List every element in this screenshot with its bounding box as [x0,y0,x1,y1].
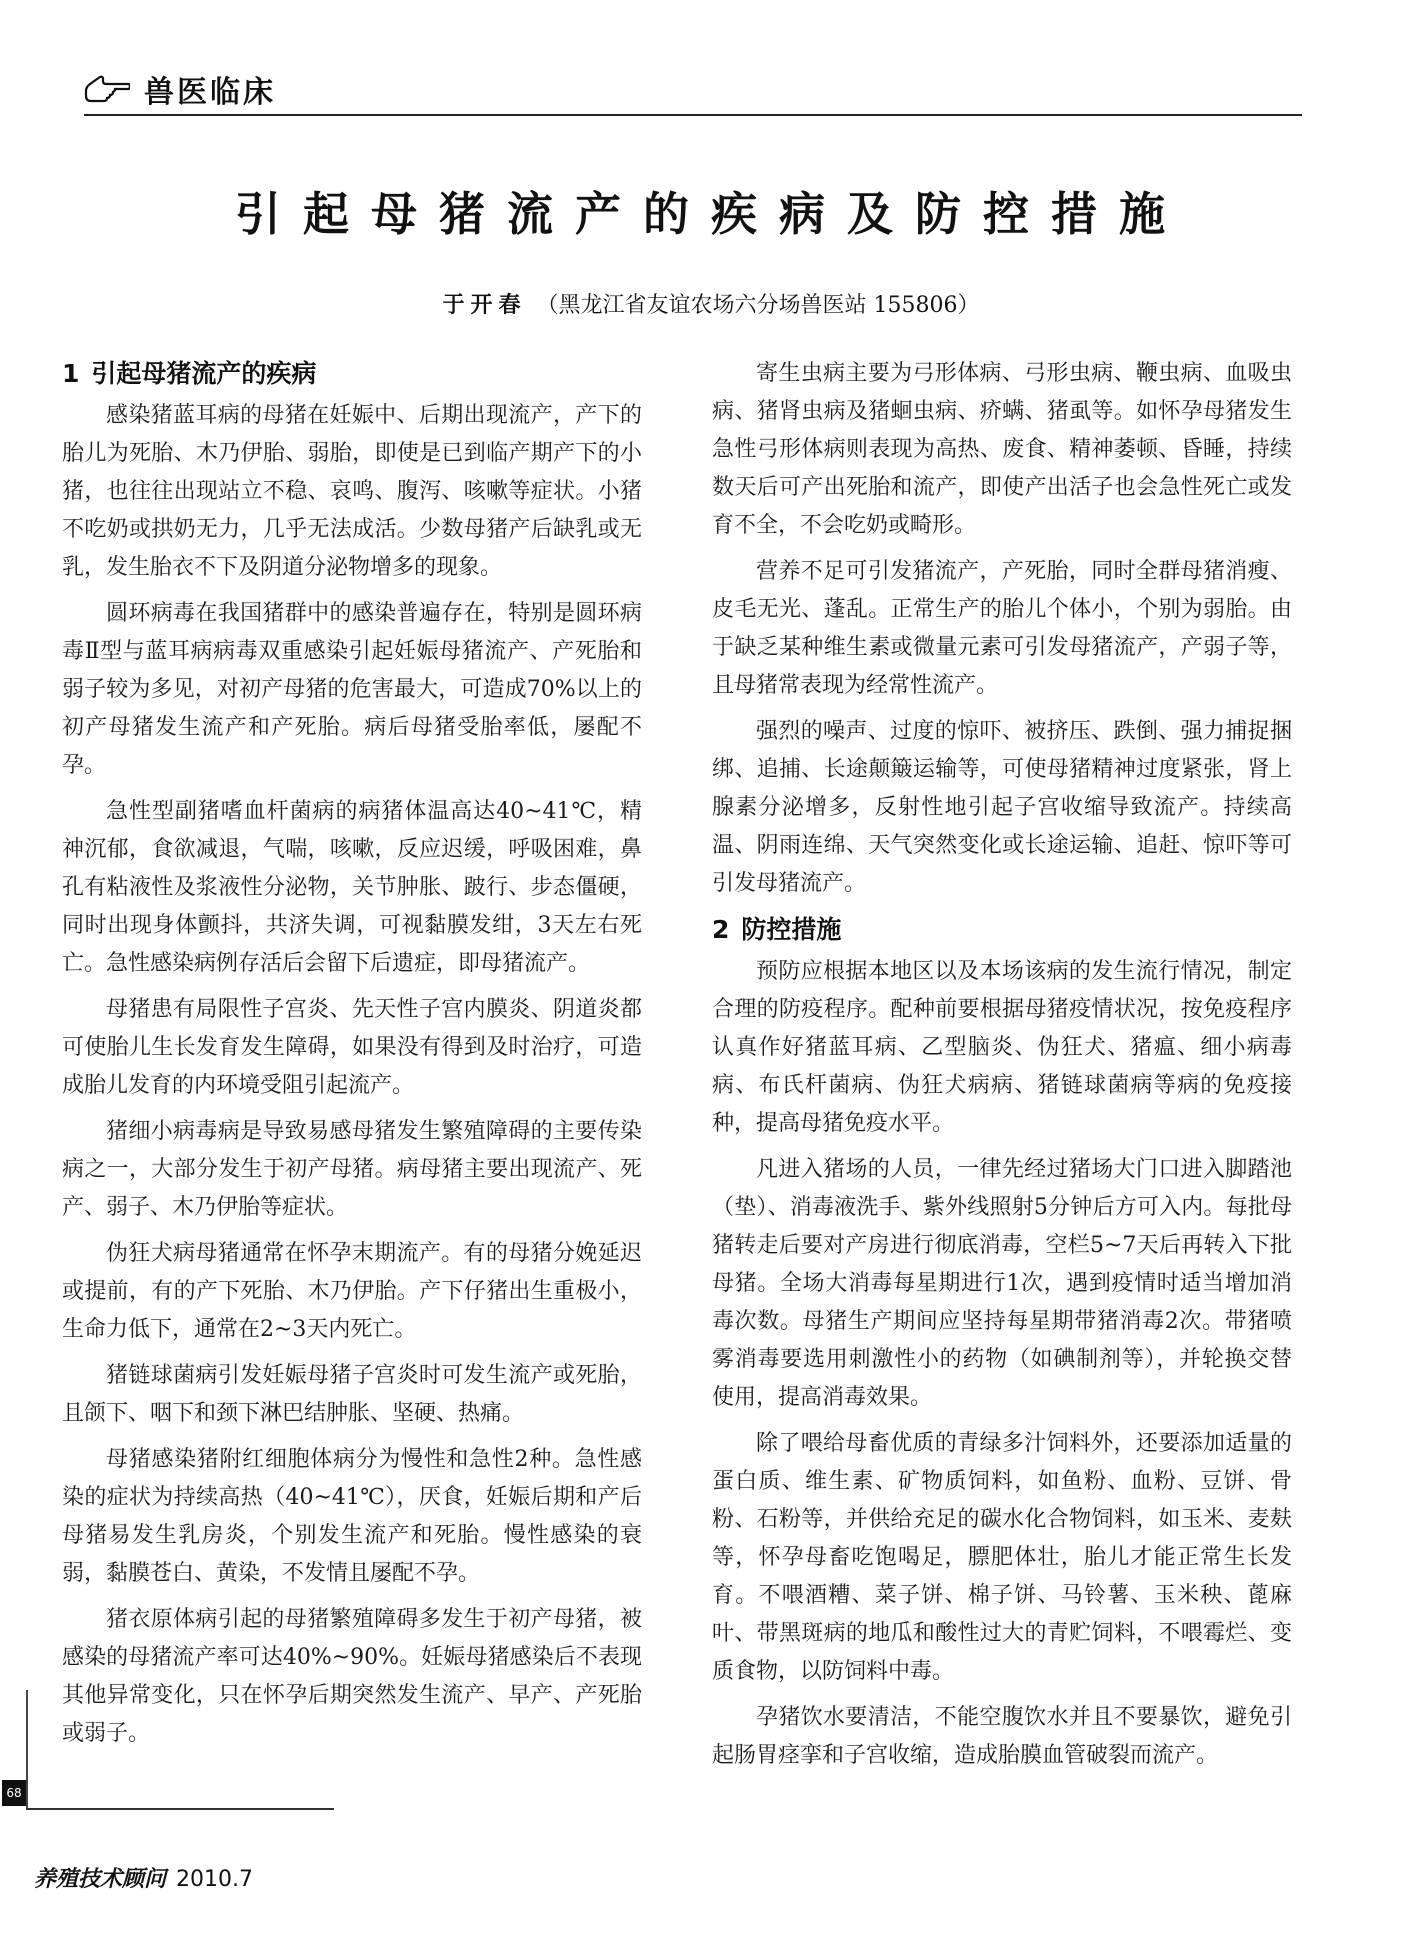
section-label: 兽医临床 [144,75,276,110]
paragraph: 预防应根据本地区以及本场该病的发生流行情况，制定合理的防疫程序。配种前要根据母猪疫情状况，按免疫程序认真作好猪蓝耳病、乙型脑炎、伪狂犬、猪瘟、细小病毒病、布氏杆菌病、伪狂犬病病、猪链球菌病等病的免疫接种，提高母猪免疫水平。 [712,959,1292,1136]
journal-issue: 2010.7 [176,1867,253,1892]
paragraph: 除了喂给母畜优质的青绿多汁饲料外，还要添加适量的蛋白质、维生素、矿物质饲料，如鱼粉、血粉、豆饼、骨粉、石粉等，并供给充足的碳水化合物饲料，如玉米、麦麸等，怀孕母畜吃饱喝足，膘肥体壮，胎儿才能正常生长发育。不喂酒糟、菜子饼、棉子饼、马铃薯、玉米秧、蓖麻叶、带黑斑病的地瓜和酸性过大的青贮饲料，不喂霉烂、变质食物，以防饲料中毒。 [712,1431,1292,1684]
pointing-hand-icon [84,74,130,104]
article-title: 引起母猪流产的疾病及防控措施 [235,187,1187,241]
footer-rule [26,1808,334,1810]
paragraph: 圆环病毒在我国猪群中的感染普遍存在，特别是圆环病毒Ⅱ型与蓝耳病病毒双重感染引起妊娠母猪流产、产死胎和弱子较为多见，对初产母猪的危害最大，可造成70%以上的初产母猪发生流产和产死胎。病后母猪受胎率低，屡配不孕。 [62,601,642,778]
paragraph: 营养不足可引发猪流产，产死胎，同时全群母猪消瘦、皮毛无光、蓬乱。正常生产的胎儿个体小，个别为弱胎。由于缺乏某种维生素或微量元素可引发母猪流产，产弱子等，且母猪常表现为经常性流产。 [712,559,1292,698]
header-rule [84,114,1302,116]
paragraph: 寄生虫病主要为弓形体病、弓形虫病、鞭虫病、血吸虫病、猪肾虫病及猪蛔虫病、疥螨、猪虱等。如怀孕母猪发生急性弓形体病则表现为高热、废食、精神萎顿、昏睡，持续数天后可产出死胎和流产，即使产出活子也会急性死亡或发育不全，不会吃奶或畸形。 [712,361,1292,538]
margin-line [26,1690,28,1810]
section-title: 引起母猪流产的疾病 [91,359,317,388]
section-heading-2 [712,911,1292,949]
page-number: 68 [2,1780,26,1806]
section-number: 1 [62,359,80,388]
paragraph: 母猪患有局限性子宫炎、先天性子宫内膜炎、阴道炎都可使胎儿生长发育发生障碍，如果没有得到及时治疗，可造成胎儿发育的内环境受阻引起流产。 [62,997,642,1098]
section-heading-1 [62,355,642,393]
paragraph: 猪衣原体病引起的母猪繁殖障碍多发生于初产母猪，被感染的母猪流产率可达40%~90%。妊娠母猪感染后不表现其他异常变化，只在怀孕后期突然发生流产、早产、产死胎或弱子。 [62,1607,642,1746]
author-affiliation: （黑龙江省友谊农场六分场兽医站 155806） [536,293,980,318]
page-footer [34,1862,253,1893]
page-header [84,66,1300,112]
paragraph: 凡进入猪场的人员，一律先经过猪场大门口进入脚踏池（垫）、消毒液洗手、紫外线照射5分钟后方可入内。每批母猪转走后要对产房进行彻底消毒，空栏5~7天后再转入下批母猪。全场大消毒每星期进行1次，遇到疫情时适当增加消毒次数。母猪生产期间应坚持每星期带猪消毒2次。带猪喷雾消毒要选用刺激性小的药物（如碘制剂等），并轮换交替使用，提高消毒效果。 [712,1157,1292,1410]
section-title: 防控措施 [741,915,842,944]
paragraph: 猪链球菌病引发妊娠母猪子宫炎时可发生流产或死胎，且颌下、咽下和颈下淋巴结肿胀、坚硬、热痛。 [62,1363,642,1426]
paragraph: 猪细小病毒病是导致易感母猪发生繁殖障碍的主要传染病之一，大部分发生于初产母猪。病母猪主要出现流产、死产、弱子、木乃伊胎等症状。 [62,1119,642,1220]
paragraph: 强烈的噪声、过度的惊吓、被挤压、跌倒、强力捕捉捆绑、追捕、长途颠簸运输等，可使母猪精神过度紧张，肾上腺素分泌增多，反射性地引起子宫收缩导致流产。持续高温、阴雨连绵、天气突然变化或长途运输、追赶、惊吓等可引发母猪流产。 [712,719,1292,896]
paragraph: 伪狂犬病母猪通常在怀孕末期流产。有的母猪分娩延迟或提前，有的产下死胎、木乃伊胎。产下仔猪出生重极小，生命力低下，通常在2~3天内死亡。 [62,1241,642,1342]
journal-name: 养殖技术顾问 [34,1867,167,1892]
right-column [712,355,1292,1783]
paragraph: 孕猪饮水要清洁，不能空腹饮水并且不要暴饮，避免引起肠胃痉挛和子宫收缩，造成胎膜血管破裂而流产。 [712,1705,1292,1768]
paragraph: 感染猪蓝耳病的母猪在妊娠中、后期出现流产，产下的胎儿为死胎、木乃伊胎、弱胎，即使是已到临产期产下的小猪，也往往出现站立不稳、哀鸣、腹泻、咳嗽等症状。小猪不吃奶或拱奶无力，几乎无法成活。少数母猪产后缺乳或无乳，发生胎衣不下及阴道分泌物增多的现象。 [62,403,642,580]
left-column [62,355,642,1761]
byline [0,288,1422,319]
paragraph: 急性型副猪嗜血杆菌病的病猪体温高达40~41℃，精神沉郁，食欲减退，气喘，咳嗽，反应迟缓，呼吸困难，鼻孔有粘液性及浆液性分泌物，关节肿胀、跛行、步态僵硬，同时出现身体颤抖，共济失调，可视黏膜发绀，3天左右死亡。急性感染病例存活后会留下后遗症，即母猪流产。 [62,799,642,976]
paragraph: 母猪感染猪附红细胞体病分为慢性和急性2种。急性感染的症状为持续高热（40~41℃），厌食，妊娠后期和产后母猪易发生乳房炎，个别发生流产和死胎。慢性感染的衰弱，黏膜苍白、黄染，不发情且屡配不孕。 [62,1447,642,1586]
section-number: 2 [712,915,730,944]
author-name: 于开春 [442,292,527,318]
